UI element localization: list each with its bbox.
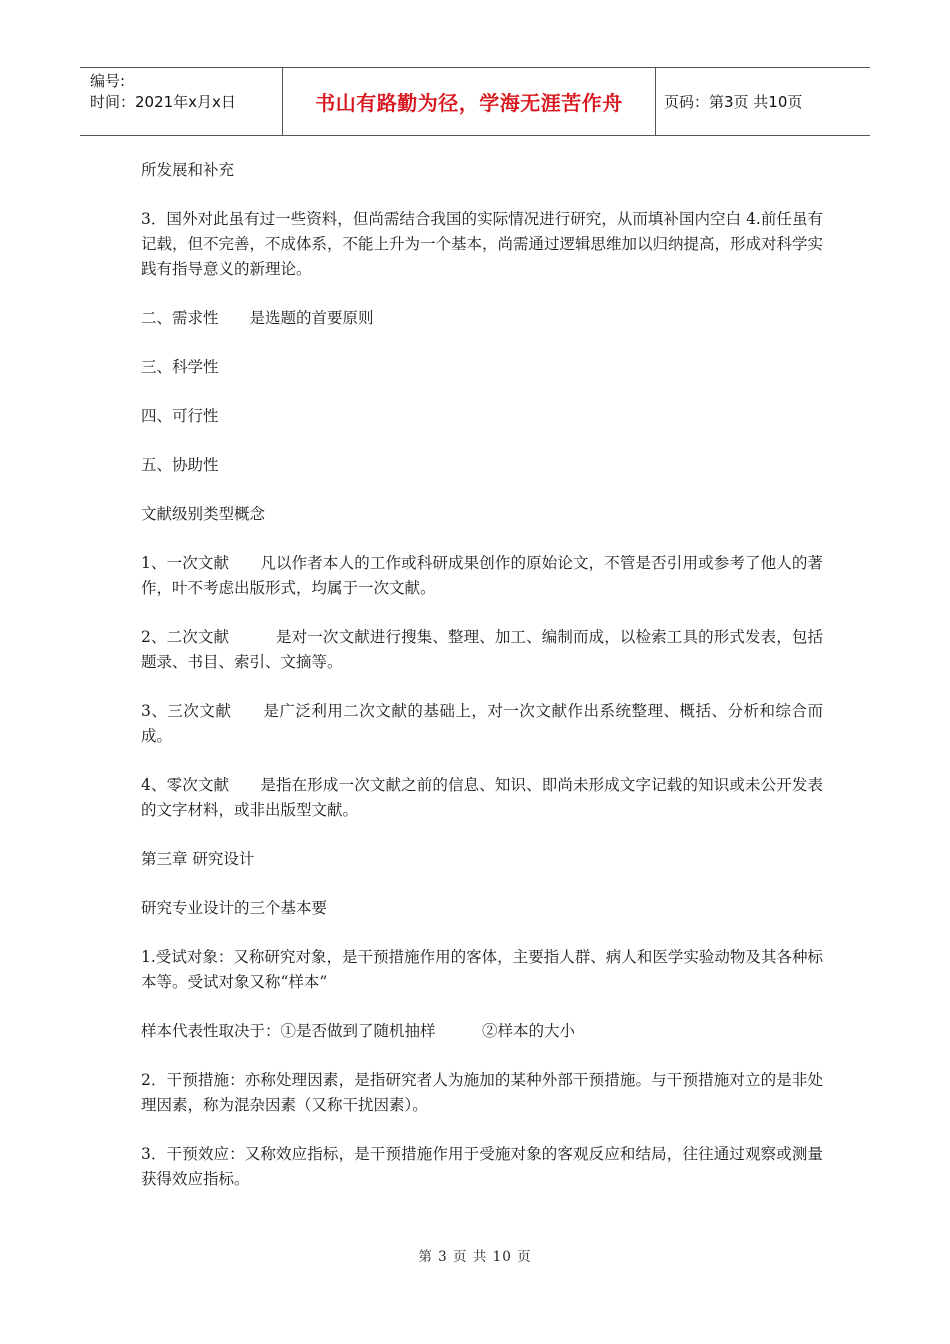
section-heading: 四、可行性	[141, 407, 219, 425]
section-heading: 研究专业设计的三个基本要	[141, 899, 328, 917]
page-footer: 第 3 页 共 10 页	[418, 1249, 532, 1265]
paragraph: 3、三次文献 是广泛利用二次文献的基础上，对一次文献作出系统整理、概括、分析和综合而成。	[141, 702, 823, 745]
time-label: 时间：2021年x月x日	[90, 93, 236, 111]
header-motto: 书山有路勤为径，学海无涯苦作舟	[283, 68, 656, 135]
page-header	[80, 67, 870, 136]
paragraph: 2．干预措施：亦称处理因素，是指研究者人为施加的某种外部干预措施。与干预措施对立的是非处理因素，称为混杂因素（又称干扰因素）。	[141, 1071, 823, 1114]
section-heading: 五、协助性	[141, 456, 219, 474]
document-body	[141, 158, 823, 1216]
chapter-heading: 第三章 研究设计	[141, 850, 255, 868]
paragraph: 4、零次文献 是指在形成一次文献之前的信息、知识、即尚未形成文字记载的知识或未公开发表的文字材料，或非出版型文献。	[141, 776, 823, 819]
paragraph: 1、一次文献 凡以作者本人的工作或科研成果创作的原始论文，不管是否引用或参考了他人的著作，叶不考虑出版形式，均属于一次文献。	[141, 554, 823, 597]
paragraph: 3．国外对此虽有过一些资料，但尚需结合我国的实际情况进行研究，从而填补国内空白 4.前任虽有记载，但不完善，不成体系，不能上升为一个基本，尚需通过逻辑思维加以归纳提高，形成对科学实践有指导意义的新理论。	[141, 210, 824, 278]
section-heading: 三、科学性	[141, 358, 219, 376]
number-label: 编号:	[90, 72, 126, 90]
paragraph: 1.受试对象：又称研究对象，是干预措施作用的客体，主要指人群、病人和医学实验动物及其各种标本等。受试对象又称“样本”	[141, 948, 823, 991]
section-heading: 二、需求性 是选题的首要原则	[141, 309, 374, 327]
header-meta	[80, 68, 283, 135]
header-page-info: 页码：第3页 共10页	[664, 93, 803, 111]
paragraph: 样本代表性取决于：①是否做到了随机抽样 ②样本的大小	[141, 1022, 576, 1040]
paragraph: 3．干预效应：又称效应指标，是干预措施作用于受施对象的客观反应和结局，往往通过观察或测量获得效应指标。	[141, 1145, 823, 1188]
paragraph: 2、二次文献 是对一次文献进行搜集、整理、加工、编制而成，以检索工具的形式发表，包括题录、书目、索引、文摘等。	[141, 628, 823, 671]
section-heading: 文献级别类型概念	[141, 505, 266, 523]
paragraph: 所发展和补充	[141, 161, 235, 179]
